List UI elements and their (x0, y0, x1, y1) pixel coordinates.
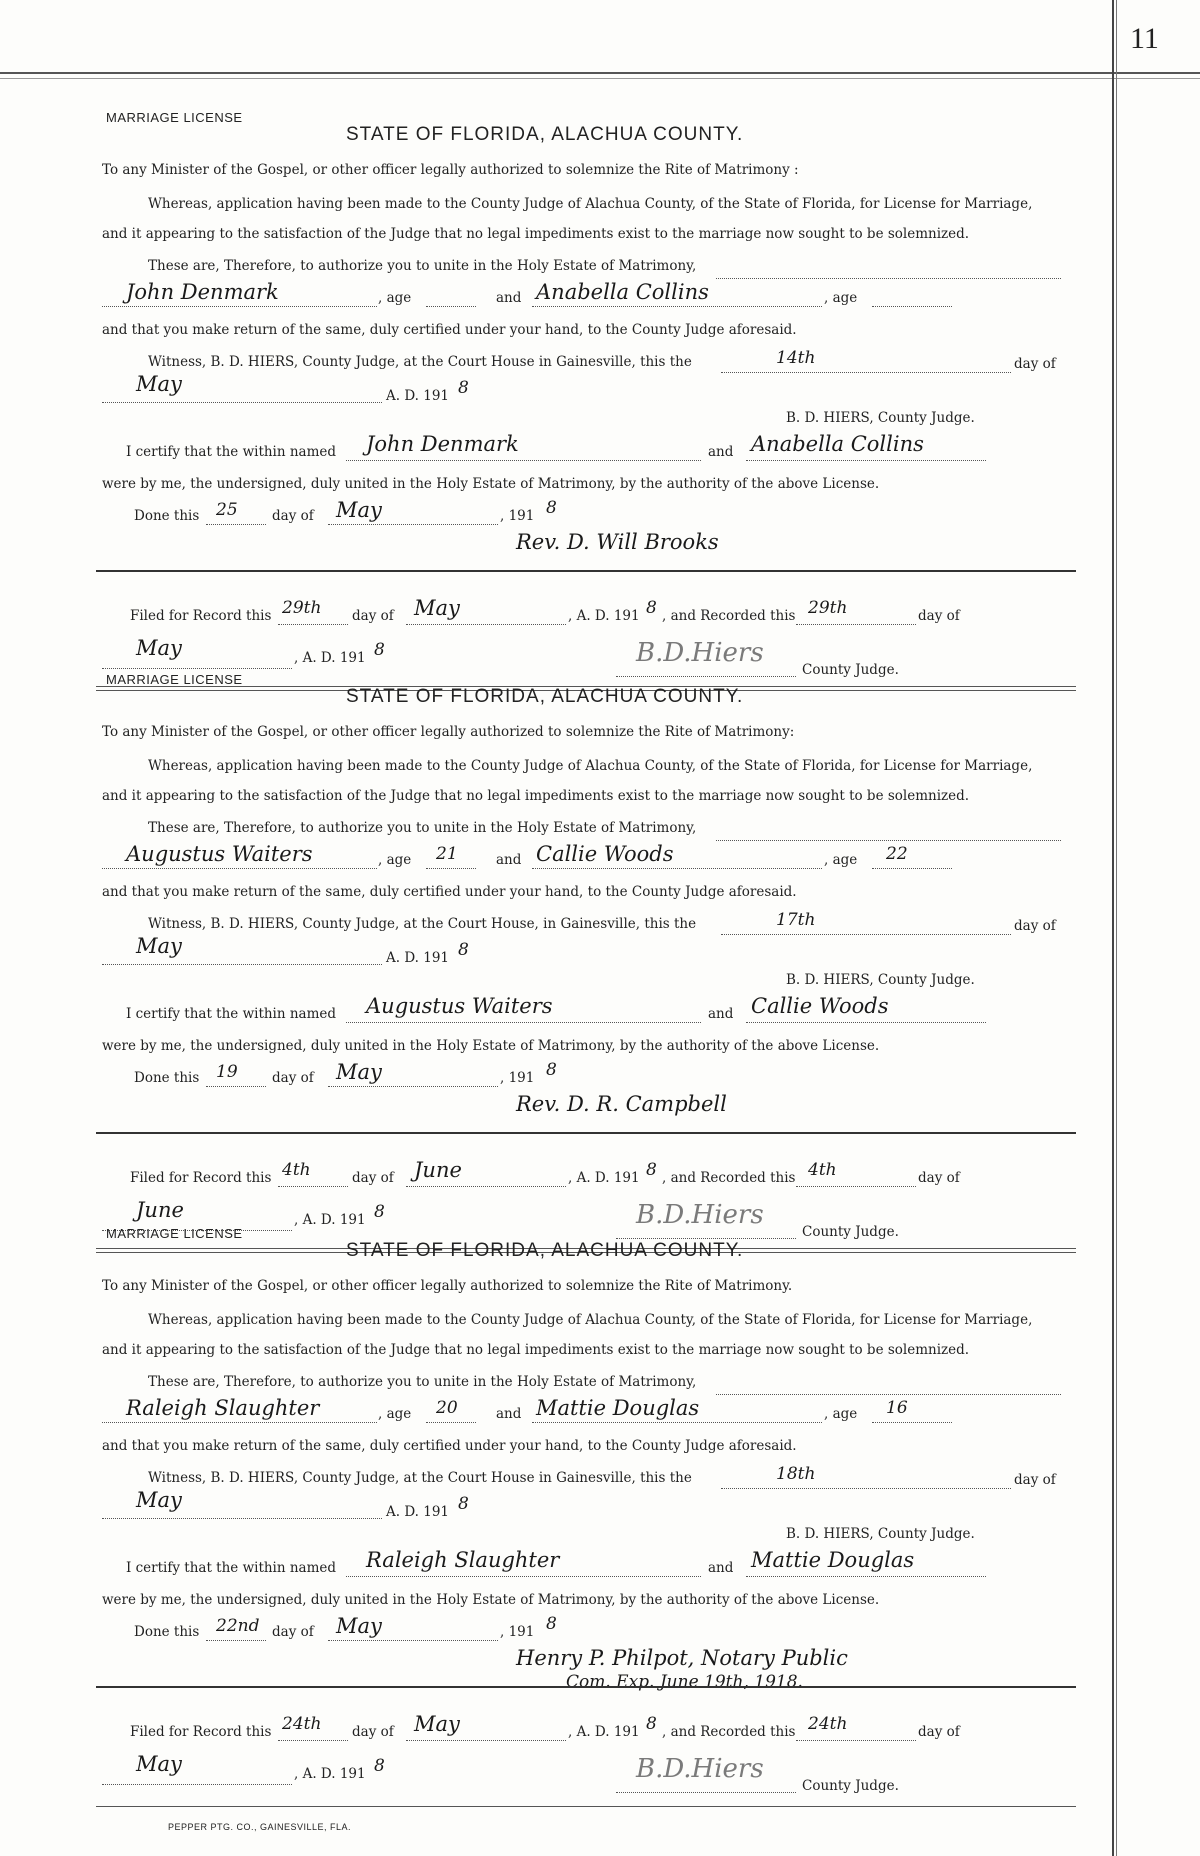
recorded-day: 4th (808, 1160, 837, 1180)
filed-label: Filed for Record this (130, 1724, 272, 1740)
day-of-label: day of (918, 608, 960, 624)
fill-line (716, 822, 1061, 841)
return-line: and that you make return of the same, duly certified under your hand, to the County Judge aforesaid. (102, 322, 797, 338)
address-line: To any Minister of the Gospel, or other officer legally authorized to solemnize the Rite of Matrimony : (102, 162, 799, 178)
and-label: and (708, 1006, 734, 1022)
day-of-label: day of (272, 508, 314, 524)
witness-day: 18th (776, 1464, 816, 1484)
done-label: Done this (134, 1070, 200, 1086)
license-year-digit: 8 (458, 940, 469, 960)
marriage-license-3 (96, 1226, 1076, 1794)
year-label: , 191 (500, 1624, 535, 1640)
day-of-label: day of (352, 1170, 394, 1186)
section-rule (96, 570, 1076, 572)
bride-age: 22 (886, 844, 908, 864)
fill-line (872, 850, 952, 869)
day-of-label: day of (272, 1624, 314, 1640)
county-judge-label: County Judge. (802, 662, 899, 678)
fill-line (102, 1766, 292, 1785)
fill-line (872, 1404, 952, 1423)
recorded-label: , and Recorded this (662, 608, 796, 624)
fill-line (716, 1376, 1061, 1395)
year-label: , 191 (500, 1070, 535, 1086)
done-month: May (336, 1614, 382, 1638)
certify-bride: Mattie Douglas (751, 1548, 915, 1572)
page-number: 11 (1130, 22, 1159, 55)
fill-line (102, 650, 292, 669)
groom-name: John Denmark (126, 280, 279, 304)
whereas-line: Whereas, application having been made to the County Judge of Alachua County, of the State of Florida, for License for Marriage, (148, 196, 1033, 212)
filed-month: May (414, 1712, 460, 1736)
ad-label: , A. D. 191 (568, 1724, 640, 1740)
license-label: MARRIAGE LICENSE (106, 110, 243, 125)
judge-signature: B.D.Hiers (636, 1200, 764, 1230)
groom-name: Raleigh Slaughter (126, 1396, 320, 1420)
certify-groom: Augustus Waiters (366, 994, 553, 1018)
address-line: To any Minister of the Gospel, or other officer legally authorized to solemnize the Rite of Matrimony: (102, 724, 795, 740)
state-title: STATE OF FLORIDA, ALACHUA COUNTY. (346, 686, 744, 707)
age-label: , age (824, 1406, 858, 1422)
fill-line (721, 916, 1011, 935)
recorded-year-digit: 8 (374, 640, 385, 660)
fill-line (716, 260, 1061, 279)
certify-label: I certify that the within named (126, 444, 337, 460)
officiant-commission: Com. Exp. June 19th, 1918. (566, 1672, 803, 1692)
day-of-label: day of (272, 1070, 314, 1086)
age-label: , age (378, 290, 412, 306)
fill-line (721, 354, 1011, 373)
state-title: STATE OF FLORIDA, ALACHUA COUNTY. (346, 1240, 744, 1261)
age-label: , age (824, 290, 858, 306)
county-judge-label: County Judge. (802, 1224, 899, 1240)
address-line: To any Minister of the Gospel, or other officer legally authorized to solemnize the Rite of Matrimony. (102, 1278, 793, 1294)
license-month: May (136, 934, 182, 958)
state-title: STATE OF FLORIDA, ALACHUA COUNTY. (346, 124, 744, 145)
license-label: MARRIAGE LICENSE (106, 1226, 243, 1241)
authorize-line: These are, Therefore, to authorize you to unite in the Holy Estate of Matrimony, (148, 258, 697, 274)
done-month: May (336, 498, 382, 522)
done-month: May (336, 1060, 382, 1084)
recorded-month: May (136, 1752, 182, 1776)
witness-day: 14th (776, 348, 816, 368)
section-rule (96, 1132, 1076, 1134)
whereas-line: Whereas, application having been made to the County Judge of Alachua County, of the State of Florida, for License for Marriage, (148, 758, 1033, 774)
done-label: Done this (134, 1624, 200, 1640)
day-of-label: day of (1014, 356, 1056, 372)
county-judge-label: County Judge. (802, 1778, 899, 1794)
bride-name: Mattie Douglas (536, 1396, 700, 1420)
recorded-year-digit: 8 (374, 1202, 385, 1222)
and-label: and (496, 290, 522, 306)
recorded-label: , and Recorded this (662, 1170, 796, 1186)
filed-day: 4th (282, 1160, 311, 1180)
judge-signature: B.D.Hiers (636, 638, 764, 668)
authorize-line: These are, Therefore, to authorize you to unite in the Holy Estate of Matrimony, (148, 820, 697, 836)
officiant-signature: Henry P. Philpot, Notary Public (516, 1646, 848, 1670)
done-year-digit: 8 (546, 498, 557, 518)
fill-line (102, 850, 377, 869)
age-label: , age (378, 852, 412, 868)
recorded-year-digit: 8 (374, 1756, 385, 1776)
certify-bride: Callie Woods (751, 994, 889, 1018)
ad-label: , A. D. 191 (568, 608, 640, 624)
united-line: were by me, the undersigned, duly united in the Holy Estate of Matrimony, by the authority of the above License. (102, 476, 880, 492)
day-of-label: day of (918, 1724, 960, 1740)
fill-line (102, 1404, 377, 1423)
certify-label: I certify that the within named (126, 1006, 337, 1022)
officiant-signature: Rev. D. R. Campbell (516, 1092, 727, 1116)
return-line: and that you make return of the same, duly certified under your hand, to the County Judge aforesaid. (102, 1438, 797, 1454)
done-day: 22nd (216, 1616, 260, 1636)
filed-day: 24th (282, 1714, 322, 1734)
done-day: 25 (216, 500, 238, 520)
fill-line (872, 288, 952, 307)
age-label: , age (378, 1406, 412, 1422)
top-rule-thin (0, 78, 1200, 79)
license-month: May (136, 372, 182, 396)
certify-groom: John Denmark (366, 432, 519, 456)
groom-age: 21 (436, 844, 458, 864)
day-of-label: day of (352, 1724, 394, 1740)
judge-signature: B.D.Hiers (636, 1754, 764, 1784)
whereas-line: Whereas, application having been made to the County Judge of Alachua County, of the State of Florida, for License for Marriage, (148, 1312, 1033, 1328)
done-year-digit: 8 (546, 1060, 557, 1080)
ad-label: , A. D. 191 (294, 1766, 366, 1782)
filed-month: May (414, 596, 460, 620)
top-rule (0, 72, 1200, 74)
and-label: and (496, 1406, 522, 1422)
ad-label: , A. D. 191 (294, 650, 366, 666)
done-day: 19 (216, 1062, 238, 1082)
license-month: May (136, 1488, 182, 1512)
day-of-label: day of (352, 608, 394, 624)
bride-age: 16 (886, 1398, 908, 1418)
marriage-license-2 (96, 672, 1076, 1240)
recorded-month: June (136, 1198, 184, 1222)
ad-label: A. D. 191 (386, 1504, 450, 1520)
day-of-label: day of (1014, 1472, 1056, 1488)
and-label: and (496, 852, 522, 868)
license-divider (96, 1806, 1076, 1807)
age-label: , age (824, 852, 858, 868)
united-line: were by me, the undersigned, duly united in the Holy Estate of Matrimony, by the authority of the above License. (102, 1592, 880, 1608)
license-year-digit: 8 (458, 1494, 469, 1514)
right-margin-rule (1112, 0, 1114, 1856)
judge-title: B. D. HIERS, County Judge. (786, 972, 975, 988)
return-line: and that you make return of the same, duly certified under your hand, to the County Judge aforesaid. (102, 884, 797, 900)
bride-name: Callie Woods (536, 842, 674, 866)
ad-label: , A. D. 191 (568, 1170, 640, 1186)
witness-line: Witness, B. D. HIERS, County Judge, at the Court House in Gainesville, this the (148, 1470, 692, 1486)
fill-line (426, 288, 476, 307)
recorded-label: , and Recorded this (662, 1724, 796, 1740)
and-label: and (708, 444, 734, 460)
filed-year-digit: 8 (646, 1714, 657, 1734)
section-rule (96, 1686, 1076, 1688)
license-label: MARRIAGE LICENSE (106, 672, 243, 687)
appearing-line: and it appearing to the satisfaction of the Judge that no legal impediments exist to the marriage now sought to be solemnized. (102, 226, 970, 242)
groom-age: 20 (436, 1398, 458, 1418)
groom-name: Augustus Waiters (126, 842, 313, 866)
filed-year-digit: 8 (646, 1160, 657, 1180)
fill-line (616, 1774, 796, 1793)
fill-line (721, 1470, 1011, 1489)
and-label: and (708, 1560, 734, 1576)
right-margin-rule-thin (1116, 0, 1117, 1856)
ad-label: A. D. 191 (386, 950, 450, 966)
recorded-day: 29th (808, 598, 848, 618)
done-label: Done this (134, 508, 200, 524)
printer-credit: PEPPER PTG. CO., GAINESVILLE, FLA. (168, 1822, 352, 1832)
officiant-signature: Rev. D. Will Brooks (516, 530, 719, 554)
appearing-line: and it appearing to the satisfaction of the Judge that no legal impediments exist to the marriage now sought to be solemnized. (102, 788, 970, 804)
certify-groom: Raleigh Slaughter (366, 1548, 560, 1572)
ad-label: A. D. 191 (386, 388, 450, 404)
certify-bride: Anabella Collins (751, 432, 924, 456)
filed-month: June (414, 1158, 462, 1182)
filed-year-digit: 8 (646, 598, 657, 618)
appearing-line: and it appearing to the satisfaction of the Judge that no legal impediments exist to the marriage now sought to be solemnized. (102, 1342, 970, 1358)
license-year-digit: 8 (458, 378, 469, 398)
judge-title: B. D. HIERS, County Judge. (786, 410, 975, 426)
witness-line: Witness, B. D. HIERS, County Judge, at the Court House, in Gainesville, this the (148, 916, 697, 932)
recorded-month: May (136, 636, 182, 660)
witness-line: Witness, B. D. HIERS, County Judge, at the Court House in Gainesville, this the (148, 354, 692, 370)
certify-label: I certify that the within named (126, 1560, 337, 1576)
united-line: were by me, the undersigned, duly united in the Holy Estate of Matrimony, by the authority of the above License. (102, 1038, 880, 1054)
fill-line (102, 288, 377, 307)
recorded-day: 24th (808, 1714, 848, 1734)
done-year-digit: 8 (546, 1614, 557, 1634)
day-of-label: day of (1014, 918, 1056, 934)
filed-day: 29th (282, 598, 322, 618)
authorize-line: These are, Therefore, to authorize you to unite in the Holy Estate of Matrimony, (148, 1374, 697, 1390)
judge-title: B. D. HIERS, County Judge. (786, 1526, 975, 1542)
day-of-label: day of (918, 1170, 960, 1186)
filed-label: Filed for Record this (130, 1170, 272, 1186)
witness-day: 17th (776, 910, 816, 930)
marriage-license-1 (96, 110, 1076, 678)
filed-label: Filed for Record this (130, 608, 272, 624)
bride-name: Anabella Collins (536, 280, 709, 304)
year-label: , 191 (500, 508, 535, 524)
ad-label: , A. D. 191 (294, 1212, 366, 1228)
